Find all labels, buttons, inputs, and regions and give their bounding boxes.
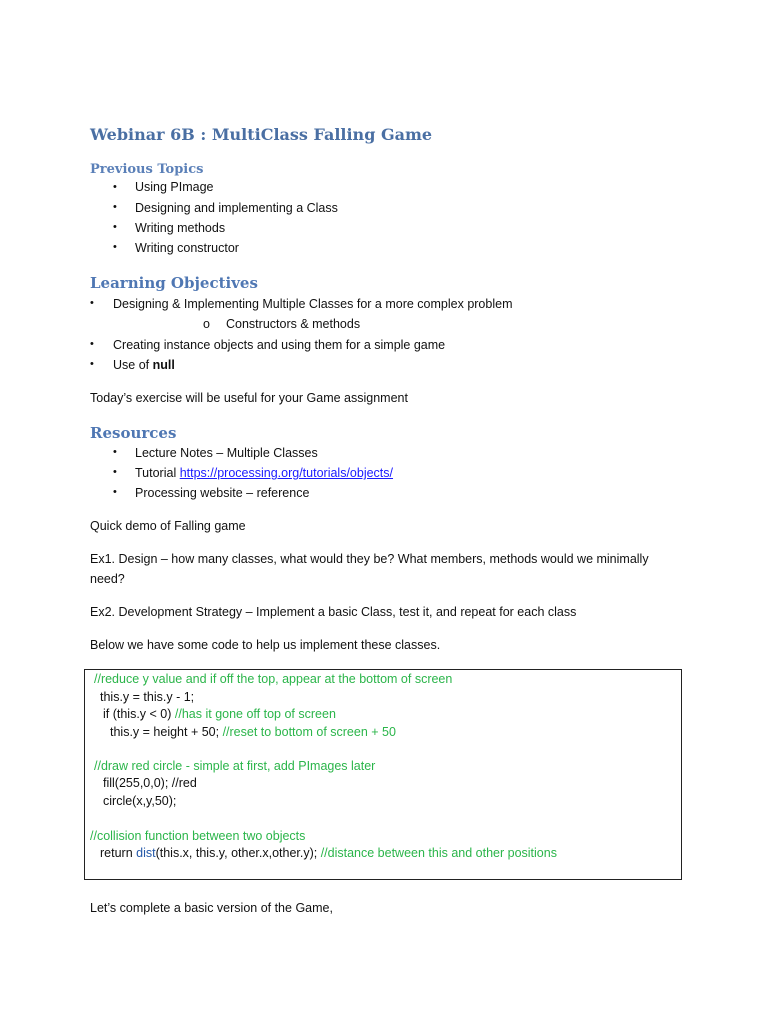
previous-topics-heading: Previous Topics [90, 162, 204, 177]
code-comment: //draw red circle - simple at first, add PImages later [94, 759, 376, 773]
list-item: Processing website – reference [135, 486, 310, 500]
list-item: Lecture Notes – Multiple Classes [135, 446, 318, 460]
code-comment: //reduce y value and if off the top, appear at the bottom of screen [94, 672, 453, 686]
code-function: dist [136, 846, 156, 860]
resources-heading: Resources [90, 424, 177, 442]
ex1-paragraph-line1: Ex1. Design – how many classes, what would they be? What members, methods would we minimally [90, 552, 649, 566]
list-item [135, 466, 393, 480]
list-item-text: Tutorial [135, 466, 180, 480]
code-comment: //collision function between two objects [90, 829, 306, 843]
list-item: Writing constructor [135, 241, 239, 255]
bullet-icon: • [113, 201, 117, 213]
code-line: fill(255,0,0); //red [103, 776, 197, 790]
code-line [103, 707, 336, 721]
exercise-note: Today’s exercise will be useful for your Game assignment [90, 391, 408, 405]
code-intro-paragraph: Below we have some code to help us implement these classes. [90, 638, 441, 652]
bullet-icon: • [113, 486, 117, 498]
code-line [110, 725, 396, 739]
bullet-icon: • [90, 338, 94, 350]
code-text: if (this.y < 0) [103, 707, 175, 721]
code-comment: //reset to bottom of screen + 50 [222, 725, 396, 739]
bullet-icon: • [113, 181, 117, 193]
page-title: Webinar 6B : MultiClass Falling Game [90, 125, 433, 144]
code-text: this.y = height + 50; [110, 725, 223, 739]
code-text: (this.x, this.y, other.x,other.y); [155, 846, 321, 860]
code-line: this.y = this.y - 1; [100, 690, 195, 704]
list-item: Designing and implementing a Class [135, 201, 338, 215]
null-keyword: null [152, 358, 175, 372]
list-item: Writing methods [135, 221, 226, 235]
code-comment: //has it gone off top of screen [174, 707, 336, 721]
list-item: Using PImage [135, 180, 214, 194]
bullet-icon: • [113, 466, 117, 478]
closing-paragraph: Let’s complete a basic version of the Game, [90, 901, 333, 915]
code-line: circle(x,y,50); [103, 794, 177, 808]
list-item [113, 358, 175, 372]
list-item: Creating instance objects and using them for a simple game [113, 338, 446, 352]
ex1-paragraph-line2: need? [90, 572, 125, 586]
learning-objectives-heading: Learning Objectives [90, 274, 258, 292]
sub-list-item: Constructors & methods [226, 317, 361, 331]
tutorial-link[interactable]: https://processing.org/tutorials/objects/ [179, 466, 394, 480]
bullet-icon: • [113, 241, 117, 253]
list-item-text: Use of [113, 358, 153, 372]
code-line [100, 846, 557, 860]
ex2-paragraph: Ex2. Development Strategy – Implement a basic Class, test it, and repeat for each class [90, 605, 577, 619]
list-item: Designing & Implementing Multiple Classes for a more complex problem [113, 297, 513, 311]
bullet-icon: • [90, 297, 94, 309]
code-comment: //distance between this and other positions [320, 846, 557, 860]
bullet-icon: • [90, 358, 94, 370]
code-text: return [100, 846, 137, 860]
demo-paragraph: Quick demo of Falling game [90, 519, 246, 533]
sub-bullet-marker: o [203, 317, 210, 331]
bullet-icon: • [113, 446, 117, 458]
bullet-icon: • [113, 221, 117, 233]
